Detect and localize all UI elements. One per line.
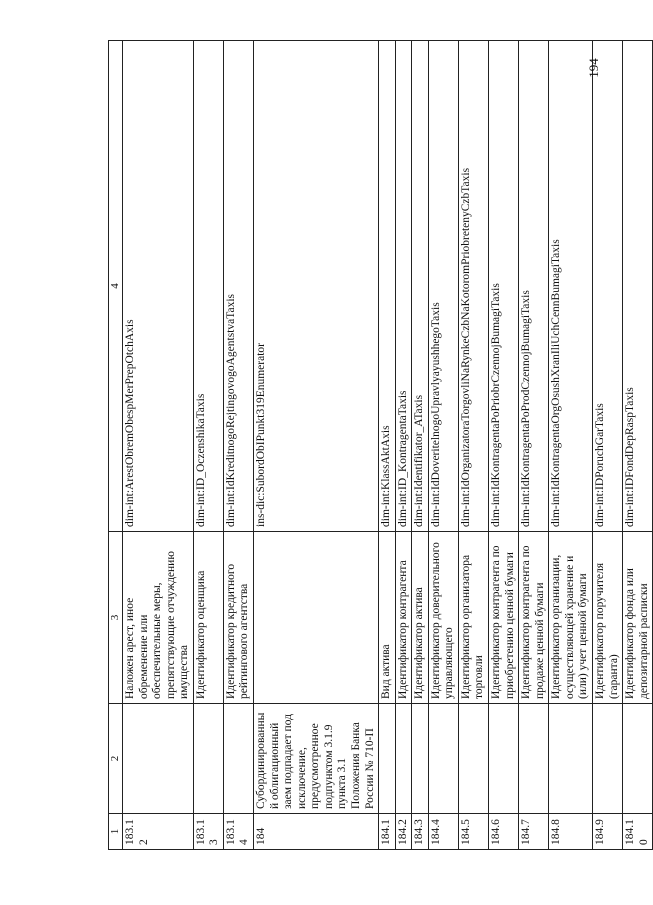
page-number: 194	[585, 58, 601, 78]
table-row	[395, 41, 412, 850]
table-cell-c4: dim-int:ID_KontragentaTaxis	[395, 41, 412, 532]
table-cell-c3: Идентификатор кредитного рейтингового агентства	[223, 532, 253, 704]
table-cell-c1: 184.2	[395, 814, 412, 850]
table-cell-c2	[122, 704, 193, 814]
table-cell-c2	[458, 704, 488, 814]
table-row	[458, 41, 488, 850]
table-cell-c2	[395, 704, 412, 814]
table-cell-c4: dim-int:IdKontragentaPoPriobrCzennojBumagiTaxis	[489, 41, 519, 532]
table-cell-c1: 184.10	[623, 814, 653, 850]
table-cell-c1: 184.8	[549, 814, 593, 850]
table-cell-c4: dim-int:KlassAktAxis	[379, 41, 396, 532]
table-cell-c3: Вид актива	[379, 532, 396, 704]
table-cell-c3: Идентификатор организации, осуществляющей хранение и (или) учет ценной бумаги	[549, 532, 593, 704]
table-row	[428, 41, 458, 850]
header-cell-1: 1	[109, 814, 123, 850]
data-table	[108, 40, 653, 850]
table-cell-c3: Идентификатор фонда или депозитарной расписки	[623, 532, 653, 704]
table-cell-c2	[412, 704, 429, 814]
table-cell-c2	[489, 704, 519, 814]
table-cell-c2	[623, 704, 653, 814]
table-row	[193, 41, 223, 850]
table-cell-c2	[223, 704, 253, 814]
table-cell-c1: 183.14	[223, 814, 253, 850]
table-cell-c4: dim-int:IDFondDepRaspTaxis	[623, 41, 653, 532]
table-row	[549, 41, 593, 850]
table-cell-c3: Идентификатор доверительного управляющего	[428, 532, 458, 704]
table-cell-c2	[549, 704, 593, 814]
table-header-row	[109, 41, 123, 850]
table-cell-c2	[519, 704, 549, 814]
table-row	[223, 41, 253, 850]
table-cell-c3: Наложен арест, иное обременение или обеспечительные меры, препятствующие отчуждению имущества	[122, 532, 193, 704]
table-row	[489, 41, 519, 850]
table-cell-c4: dim-int:ID_OczenshikaTaxis	[193, 41, 223, 532]
table-cell-c3: Идентификатор актива	[412, 532, 429, 704]
table-row	[519, 41, 549, 850]
table-cell-c1: 184.7	[519, 814, 549, 850]
table-cell-c4: dim-int:IdOrganizatoraTorgovliNaRynkeCzbNaKotoromPriobretenyCzbTaxis	[458, 41, 488, 532]
table-cell-c3: Идентификатор оценщика	[193, 532, 223, 704]
table-cell-c4: dim-int:Identifikator_ATaxis	[412, 41, 429, 532]
table-cell-c4: ins-dic:SubordObIPunkt319Enumerator	[254, 41, 379, 532]
table-cell-c3	[254, 532, 379, 704]
header-cell-3: 3	[109, 532, 123, 704]
table-cell-c1: 184.1	[379, 814, 396, 850]
table-cell-c4: dim-int:IdKontragentaPoProdCzennojBumagiTaxis	[519, 41, 549, 532]
table-cell-c1: 183.12	[122, 814, 193, 850]
header-cell-2: 2	[109, 704, 123, 814]
table-body	[122, 41, 652, 850]
table-row	[122, 41, 193, 850]
table-cell-c2	[592, 704, 622, 814]
table-cell-c4: dim-int:ArestObremObespMerPrepOtchAxis	[122, 41, 193, 532]
table-cell-c1: 184.4	[428, 814, 458, 850]
table-cell-c2	[193, 704, 223, 814]
table-row	[623, 41, 653, 850]
table-cell-c1: 184.6	[489, 814, 519, 850]
header-cell-4: 4	[109, 41, 123, 532]
table-cell-c2: Субординированный облигационный заем подпадает под исключение, предусмотренное подпунктом 3.1.9 пункта 3.1 Положения Банка России № 710-П	[254, 704, 379, 814]
table-cell-c1: 184.9	[592, 814, 622, 850]
table-cell-c3: Идентификатор организатора торговли	[458, 532, 488, 704]
table-row	[592, 41, 622, 850]
table-cell-c1: 184.5	[458, 814, 488, 850]
table-cell-c4: dim-int:IdKreditnogoRejtingovogoAgentstvaTaxis	[223, 41, 253, 532]
table-row	[379, 41, 396, 850]
table-row	[254, 41, 379, 850]
table-cell-c3: Идентификатор контрагента по продаже ценной бумаги	[519, 532, 549, 704]
table-cell-c2	[379, 704, 396, 814]
table-cell-c4: dim-int:IdKontragentaOrgOsushXranIliUchCennBumagiTaxis	[549, 41, 593, 532]
table-cell-c4: dim-int:IDPoruchGarTaxis	[592, 41, 622, 532]
table-cell-c3: Идентификатор контрагента	[395, 532, 412, 704]
table-cell-c3: Идентификатор контрагента по приобретению ценной бумаги	[489, 532, 519, 704]
table-cell-c3: Идентификатор поручителя (гаранта)	[592, 532, 622, 704]
table-cell-c2	[428, 704, 458, 814]
table-cell-c1: 184	[254, 814, 379, 850]
table-cell-c1: 184.3	[412, 814, 429, 850]
table-row	[412, 41, 429, 850]
table-cell-c4: dim-int:IdDoveritelnogoUpravlyayushhegoTaxis	[428, 41, 458, 532]
table-cell-c1: 183.13	[193, 814, 223, 850]
